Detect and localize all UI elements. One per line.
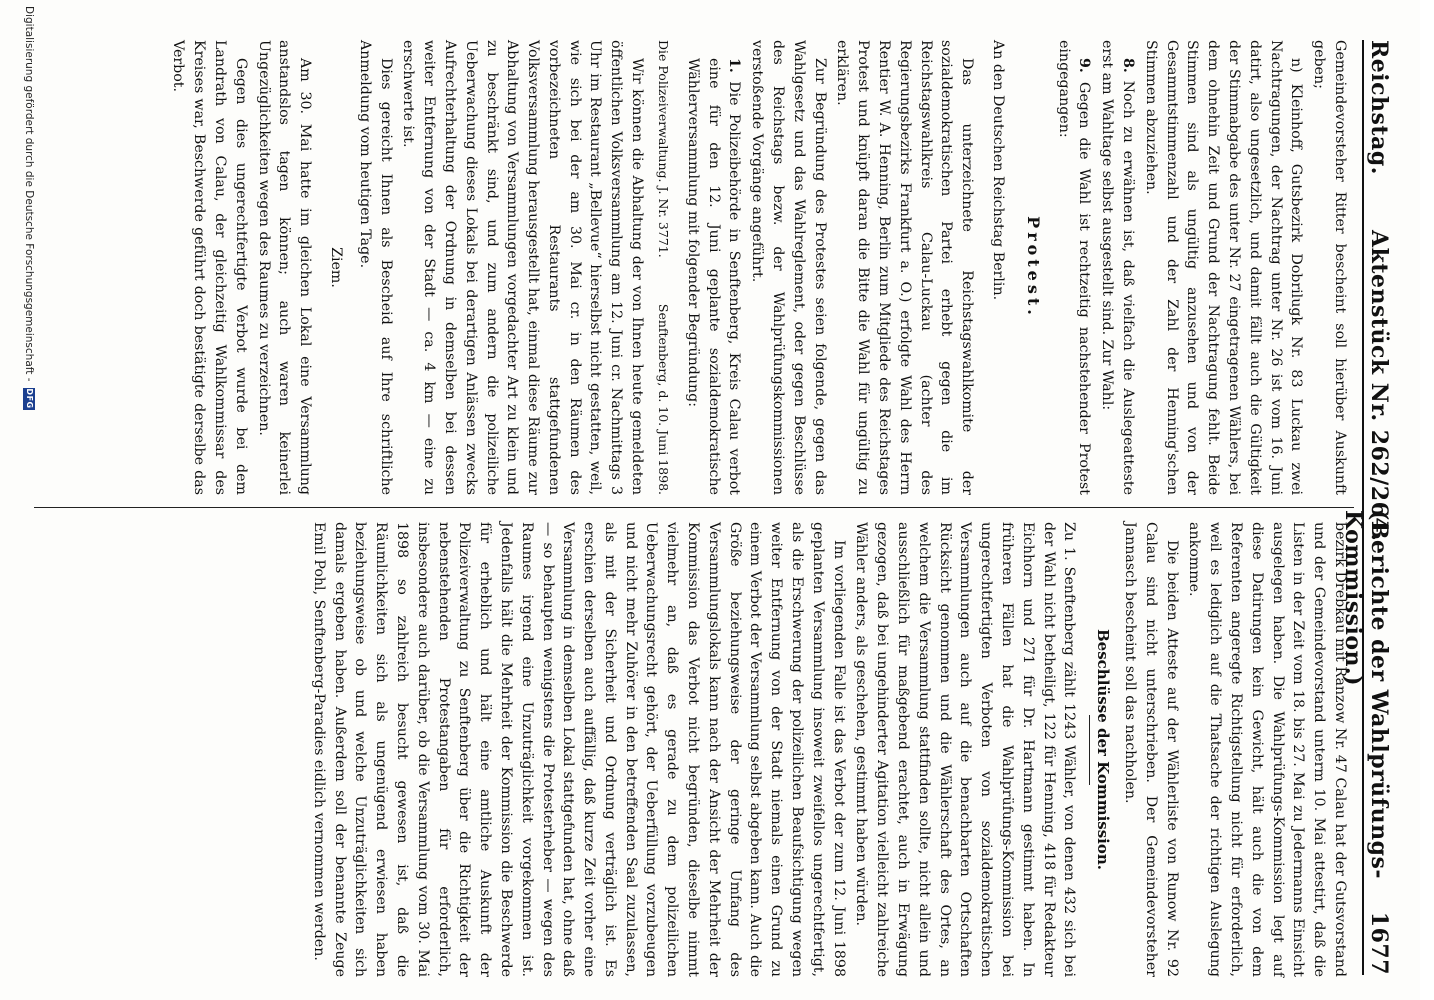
column-divider <box>34 507 1354 508</box>
paragraph: n) Kleinhoff, Gutsbezirk Dobrilugk Nr. 83 Luckau zwei Nachtragungen, der Nachtrag unter Nr. 26 ist vom 16. Juni datirt, also ungesetzlich, und damit fällt auch die Gültigkeit der Stimmabgabe des unter Nr. 27 eingetragenen Wählers, bei dem ohnehin Zeit und Grund der Nachtragung fehlt. Beide Stimmen sind als ungültig anzusehen und von der Gesammtstimmenzahl und der Zahl der Henning'schen Stimmen abzuziehen. <box>1142 40 1305 495</box>
header-section: (Berichte der Wahlprüfungs-Kommission.) <box>1340 510 1392 880</box>
page-header <box>1340 40 1398 975</box>
paragraph: Die beiden Atteste auf der Wählerliste von Runow Nr. 92 Calau sind nicht unterschrieben. Der Gemeindevorsteher Jannasch bescheint soll das nachholen. <box>1122 522 1180 977</box>
digitization-footer <box>23 6 35 410</box>
item-number: 9. <box>1076 58 1093 73</box>
paragraph-text: Gegen die Wahl ist rechtzeitig nachstehender Protest eingegangen: <box>1055 40 1093 495</box>
section-heading-protest: Protest. <box>1023 216 1043 319</box>
numbered-paragraph <box>1053 40 1095 495</box>
section-heading-commission: Beschlüsse der Kommission. <box>1094 629 1113 870</box>
paragraph: Zur Begründung des Protestes seien folgende, gegen das Wahlgesetz und das Wahlreglement, oder gegen Beschlüsse des Reichstags bezw. der Wahlprüfungskommissionen verstoßende Vorgänge angeführt. <box>749 40 828 495</box>
header-document-number: Aktenstück Nr. 262/264. <box>1366 230 1392 542</box>
signature: Ziem. <box>327 247 344 288</box>
page-number: 1677 <box>1366 911 1392 975</box>
address-line: An den Deutschen Reichstag Berlin. <box>990 40 1007 301</box>
paragraph-text: Die Polizeibehörde in Senftenberg, Kreis Calau verbot eine für den 12. Juni geplante sozialdemokratische Wählerversammlung mit folgender Begründung: <box>684 58 743 496</box>
letter-header <box>655 40 672 495</box>
paragraph: Im vorliegenden Falle ist das Verbot der zum 12. Juni 1898 geplanten Versammlung insoweit zweifellos ungerechtfertigt, als die Erschwerung der polizeilichen Beaufsichtigung wegen weiter Entfernung von der Stadt niemals einen Grund zu einem Verbot der Versammlung selbst abgeben kann. Auch die Größe beziehungsweise der geringe Umfang des Versammlungslokals kann nach der Ansicht der Mehrheit der Kommission das Verbot nicht begründen, dieselbe nimmt vielmehr an, daß es gerade zu dem polizeilichen Ueberwachungsrecht gehört, der Ueberfüllung vorzubeugen und nicht mehr Zuhörer in den betreffenden Saal zuzulassen, als mit der Sicherheit und Ordnung verträglich ist. Es erschien derselben auch auffällig, daß kurze Zeit vorher eine Versammlung in demselben Lokal stattgefunden hat, ohne daß — so behaupten wenigstens die Protesterheber — wegen des Raumes irgend eine Unzuträglichkeit vorgekommen ist. Jedenfalls hält die Mehrheit der Kommission die Beschwerde für erheblich und hält eine amtliche Auskunft der Polizeiverwaltung zu Senftenberg über die Richtigkeit der nebenstehenden Protestangaben für erforderlich, insbesondere auch darüber, ob die Versammlung vom 30. Mai 1898 so zahlreich besucht gewesen ist, daß die Räumlichkeiten sich als ungenügend erwiesen haben beziehungsweise ob und welche Unzuträglichkeiten sich damals ergeben haben. Außerdem soll der benannte Zeuge Emil Pohl, Senftenberg-Paradies eidlich vernommen werden. <box>310 522 847 977</box>
paragraph: Am 30. Mai hatte im gleichen Lokal eine Versammlung anstandslos tagen können; auch waren keinerlei Ungezüglichkeiten wegen des Raumes zu verzeichnen. <box>255 40 314 495</box>
paragraph-text: Noch zu erwähnen ist, daß vielfach die Auslegeatteste erst am Wahltage selbst ausgestellt sind. Zur Wahl: <box>1099 40 1137 495</box>
right-column <box>306 522 1350 977</box>
item-number: 1. <box>726 58 743 73</box>
numbered-paragraph <box>682 40 744 495</box>
left-column <box>166 40 1350 495</box>
paragraph: Gemeindevorsteher Ritter bescheint soll hierüber Auskunft geben; <box>1311 40 1348 495</box>
dfg-logo-icon: DFG <box>25 388 34 409</box>
item-number: 8. <box>1120 58 1137 73</box>
paragraph: Gegen dies ungerechtfertigte Verbot wurde bei dem Landrath von Calau, der gleichzeitig Wahlkommissar des Kreises war, Beschwerde geführt doch bestätigte derselbe das Verbot. <box>170 40 249 495</box>
paragraph: Das unterzeichnete Reichstagswahlkomite der sozialdemokratischen Partei erhebt gegen die im Reichstagswahlkreis Calau-Luckau (achter des Regierungsbezirks Frankfurt a. O.) erfolgte Wahl des Herrn Rentier W. A. Henning, Berlin zum Mitgliede des Reichstages Protest und knüpft daran die Bitte die Wahl für ungültig zu erklären. <box>834 40 976 495</box>
quoted-letter: Wir können die Abhaltung der von Ihnen heute gemeldeten öffentlichen Volksversammlung am 12. Juni cr. Nachmittags 3 Uhr im Restaurant „Bellevue“ hierselbst nicht gestatten, weil, wie sich bei der am 30. Mai cr. in den Räumen des vorbezeichneten Restaurants stattgefundenen Volksversammlung herausgestellt hat, einmal diese Räume zur Abhaltung von Versammlungen vorgedachter Art zu klein und zu beschränkt sind, und zum andern die polizeiliche Ueberwachung dieses Lokals bei derartigen Anlässen zwecks Aufrechterhaltung der Ordnung in demselben bei dessen weiter Entfernung von der Stadt — ca. 4 km — eine zu erschwerte ist. <box>400 40 646 495</box>
footer-text: Digitalisierung gefördert durch die Deutsche Forschungsgemeinschaft - <box>23 6 35 382</box>
letter-sender: Die Polizeiverwaltung. J. Nr. 3771. <box>656 40 672 258</box>
paragraph: bezirk Drebkau mit Ranzow Nr. 47 Calau hat der Gutsvorstand und der Gemeindevorstand unterm 10. Mai attestirt, daß die Listen in der Zeit vom 18. bis 27. Mai zu Jedermanns Einsicht ausgelegen haben. Die Wahlprüfungs-Kommission legt auf diese Datirungen kein Gewicht, hält auch die von dem Referenten angeregte Richtigstellung nicht für erforderlich, weil es lediglich auf die Thatsache der richtigen Auslegung ankomme. <box>1186 522 1348 977</box>
quoted-letter: Dies gereicht Ihnen als Bescheid auf Ihre schriftliche Anmeldung vom heutigen Tage. <box>356 40 394 495</box>
heading-rule <box>1089 715 1090 785</box>
paragraph-text: Senftenberg zählt 1243 Wähler, von denen 432 sich bei der Wahl nicht betheiligt, 122 für Henning, 418 für Redakteur Eichhorn und 271 für Dr. Hartmann gestimmt haben. In früheren Fällen hat die Wahlprüfungs-Kommission bei ungerechtfertigten Verboten von sozialdemokratischen Versammlungen auch auf die benachbarten Ortschaften Rücksicht genommen und die Wählerschaft des Ortes, an welchem die Versammlung stattfinden sollte, nicht allein und ausschließlich für maßgebend erachtet, auch in Erwägung gezogen, daß bei ungehinderter Agitation vielleicht zahlreiche Wähler anders, als geschehen, gestimmt haben würden. <box>853 522 1078 978</box>
numbered-paragraph <box>851 522 1080 977</box>
letter-date: Senftenberg, d. 10. Juni 1898. <box>656 303 672 495</box>
header-chamber: Reichstag. <box>1366 40 1392 175</box>
numbered-paragraph <box>1096 40 1138 495</box>
item-label: Zu 1. <box>1061 522 1078 561</box>
